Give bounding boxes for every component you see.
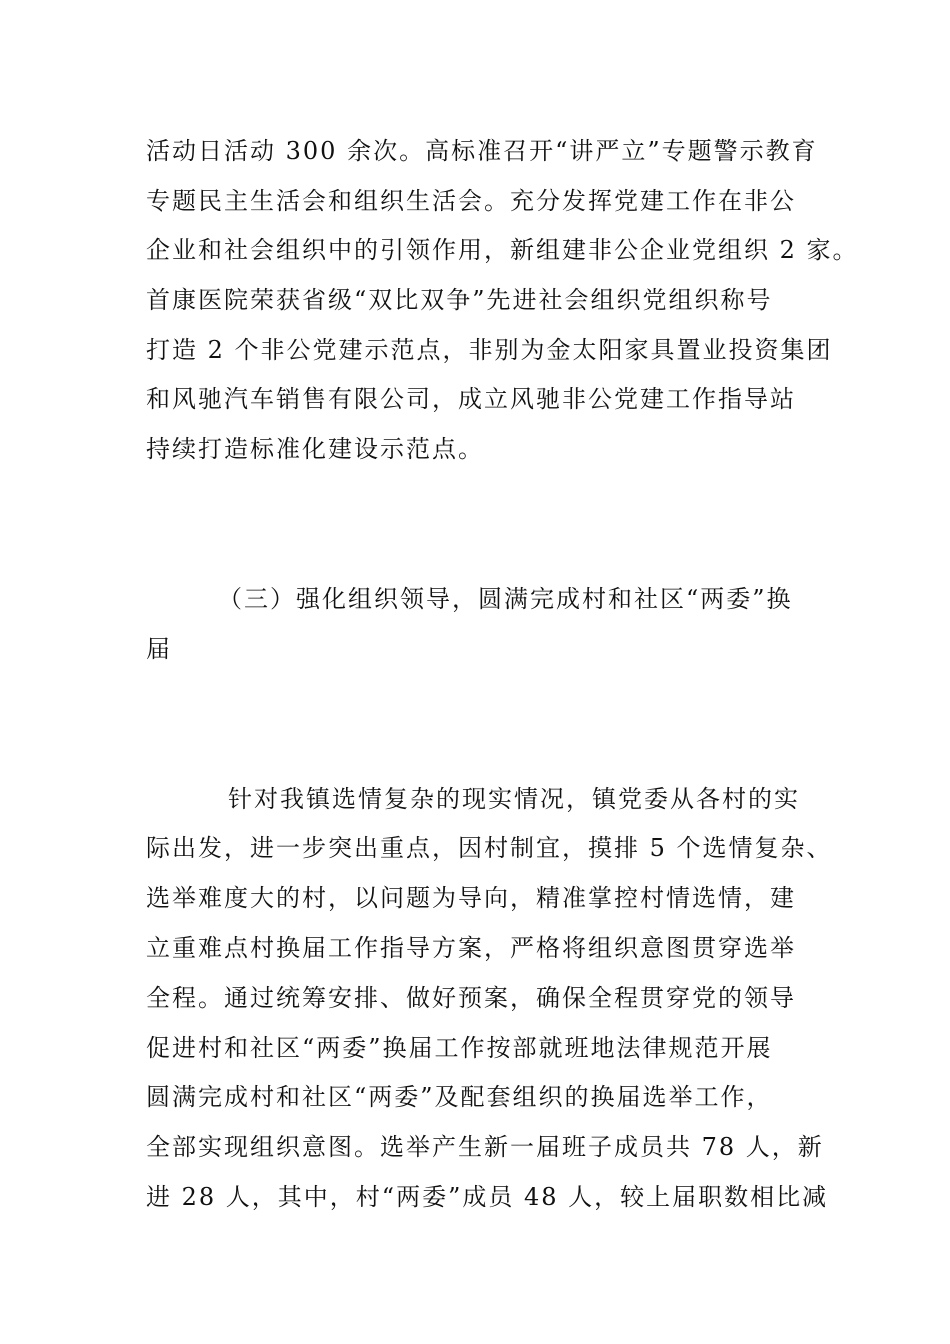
text-line: 专题民主生活会和组织生活会。充分发挥党建工作在非公 bbox=[146, 187, 796, 215]
text-line: 全部实现组织意图。选举产生新一届班子成员共 78 人，新 bbox=[146, 1133, 824, 1161]
text-line: 立重难点村换届工作指导方案，严格将组织意图贯穿选举 bbox=[146, 934, 796, 962]
text-line: 进 28 人，其中，村“两委”成员 48 人，较上届职数相比减 bbox=[146, 1183, 829, 1211]
text-line: 活动日活动 300 余次。高标准召开“讲严立”专题警示教育 bbox=[146, 137, 818, 165]
text-line: 持续打造标准化建设示范点。 bbox=[146, 435, 484, 463]
heading-line: （三）强化组织领导，圆满完成村和社区“两委”换 bbox=[218, 585, 793, 613]
text-line: 打造 2 个非公党建示范点，非别为金太阳家具置业投资集团 bbox=[146, 336, 833, 364]
text-line: 针对我镇选情复杂的现实情况，镇党委从各村的实 bbox=[228, 785, 800, 813]
heading-line: 届 bbox=[146, 635, 172, 663]
text-line: 际出发，进一步突出重点，因村制宜，摸排 5 个选情复杂、 bbox=[146, 834, 833, 862]
text-line: 企业和社会组织中的引领作用，新组建非公企业党组织 2 家。 bbox=[146, 236, 859, 264]
text-line: 选举难度大的村，以问题为导向，精准掌控村情选情，建 bbox=[146, 884, 796, 912]
text-line: 促进村和社区“两委”换届工作按部就班地法律规范开展 bbox=[146, 1034, 773, 1062]
text-line: 首康医院荣获省级“双比双争”先进社会组织党组织称号 bbox=[146, 286, 773, 314]
text-line: 和风驰汽车销售有限公司，成立风驰非公党建工作指导站 bbox=[146, 385, 796, 413]
text-line: 圆满完成村和社区“两委”及配套组织的换届选举工作， bbox=[146, 1083, 773, 1111]
text-line: 全程。通过统筹安排、做好预案，确保全程贯穿党的领导 bbox=[146, 984, 796, 1012]
